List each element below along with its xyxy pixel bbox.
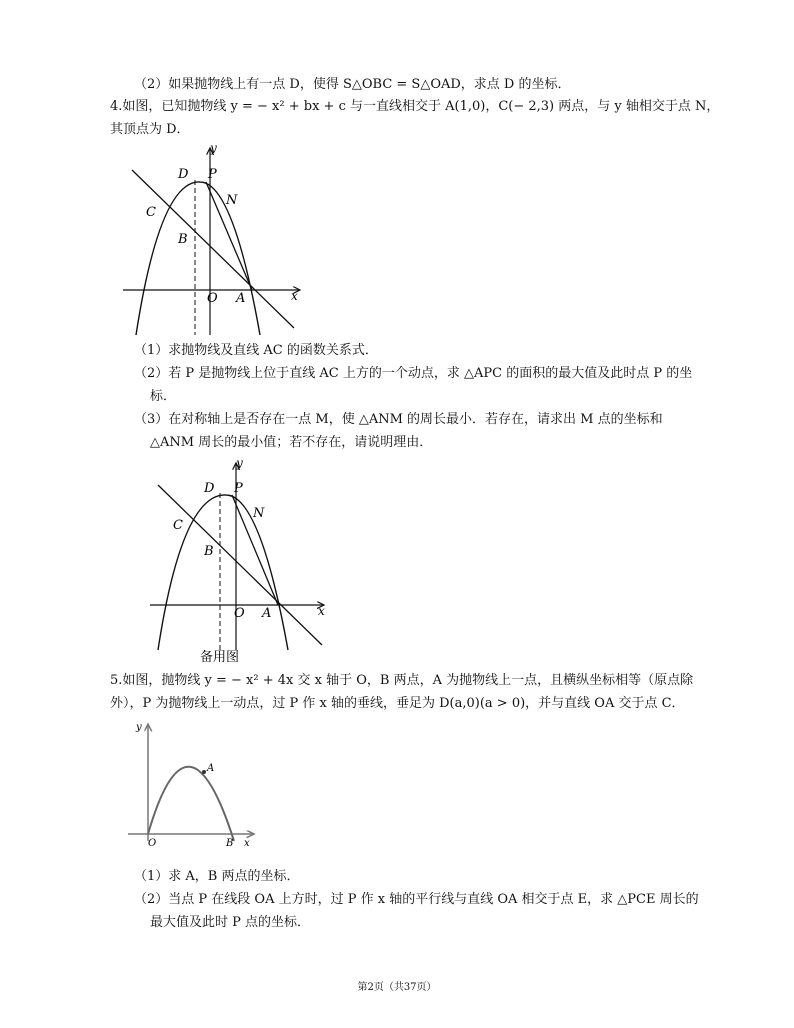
- label-O: O: [148, 838, 157, 849]
- label-x: x: [244, 838, 250, 849]
- label-N: N: [253, 506, 265, 521]
- label-D: D: [178, 167, 189, 182]
- label-x: x: [318, 604, 325, 618]
- label-B: B: [226, 838, 234, 849]
- label-A: A: [236, 291, 246, 306]
- q4-part3-line2: △ANM 周长的最小值；若不存在，请说明理由．: [150, 435, 433, 450]
- parabola-curve: [148, 767, 234, 841]
- label-P: P: [208, 167, 217, 182]
- label-y: y: [136, 722, 142, 733]
- label-B: B: [178, 232, 188, 247]
- label-C: C: [146, 205, 156, 220]
- q5-part2-line2: 最大值及此时 P 点的坐标．: [150, 915, 311, 930]
- q4-part1: （1）求抛物线及直线 AC 的函数关系式．: [134, 343, 378, 358]
- q5-part1: （1）求 A，B 两点的坐标．: [134, 869, 300, 884]
- q4-stem-line2: 其顶点为 D．: [110, 122, 190, 137]
- q5-stem-line2: 外），P 为抛物线上一动点，过 P 作 x 轴的垂线，垂足为 D(a,0)(a > 0)，并与直线 OA 交于点 C．: [110, 696, 685, 711]
- q5-stem-line1: 5.如图，抛物线 y = − x² + 4x 交 x 轴于 O，B 两点，A 为抛物线上一点，且横纵坐标相等（原点除: [110, 673, 694, 688]
- label-P: P: [234, 481, 243, 496]
- q4-part3-line1: （3）在对称轴上是否存在一点 M，使 △ANM 的周长最小．若存在，请求出 M 点的坐标和: [134, 412, 663, 427]
- label-O: O: [234, 606, 245, 621]
- q4-part2-line2: 标．: [150, 389, 177, 404]
- point-A: [202, 770, 206, 774]
- label-A: A: [262, 606, 272, 621]
- label-y: y: [210, 141, 217, 155]
- label-O: O: [207, 291, 218, 306]
- label-N: N: [226, 193, 238, 208]
- line-ac: [158, 485, 322, 645]
- label-x: x: [291, 289, 298, 303]
- label-A: A: [207, 763, 215, 774]
- label-y: y: [236, 456, 243, 470]
- q5-part2-line1: （2）当点 P 在线段 OA 上方时，过 P 作 x 轴的平行线与直线 OA 相交于点 E，求 △PCE 周长的: [134, 892, 699, 907]
- q4-figure-main: [118, 140, 318, 340]
- q4-stem-line1: 4.如图，已知抛物线 y = − x² + bx + c 与一直线相交于 A(1,0)，C(− 2,3) 两点，与 y 轴相交于点 N，: [110, 99, 720, 114]
- q5-figure: [120, 716, 260, 856]
- q4-figure-spare: [148, 455, 348, 665]
- figure-caption: 备用图: [200, 650, 240, 665]
- q4-part2-line1: （2）若 P 是抛物线上位于直线 AC 上方的一个动点，求 △APC 的面积的最大值及此时点 P 的坐: [134, 366, 693, 381]
- label-D: D: [204, 481, 215, 496]
- label-C: C: [173, 518, 183, 533]
- q3-part2-text: （2）如果抛物线上有一点 D，使得 S△OBC = S△OAD，求点 D 的坐标．: [134, 77, 571, 92]
- label-B: B: [204, 544, 214, 559]
- page-footer: 第2页（共37页）: [357, 982, 437, 993]
